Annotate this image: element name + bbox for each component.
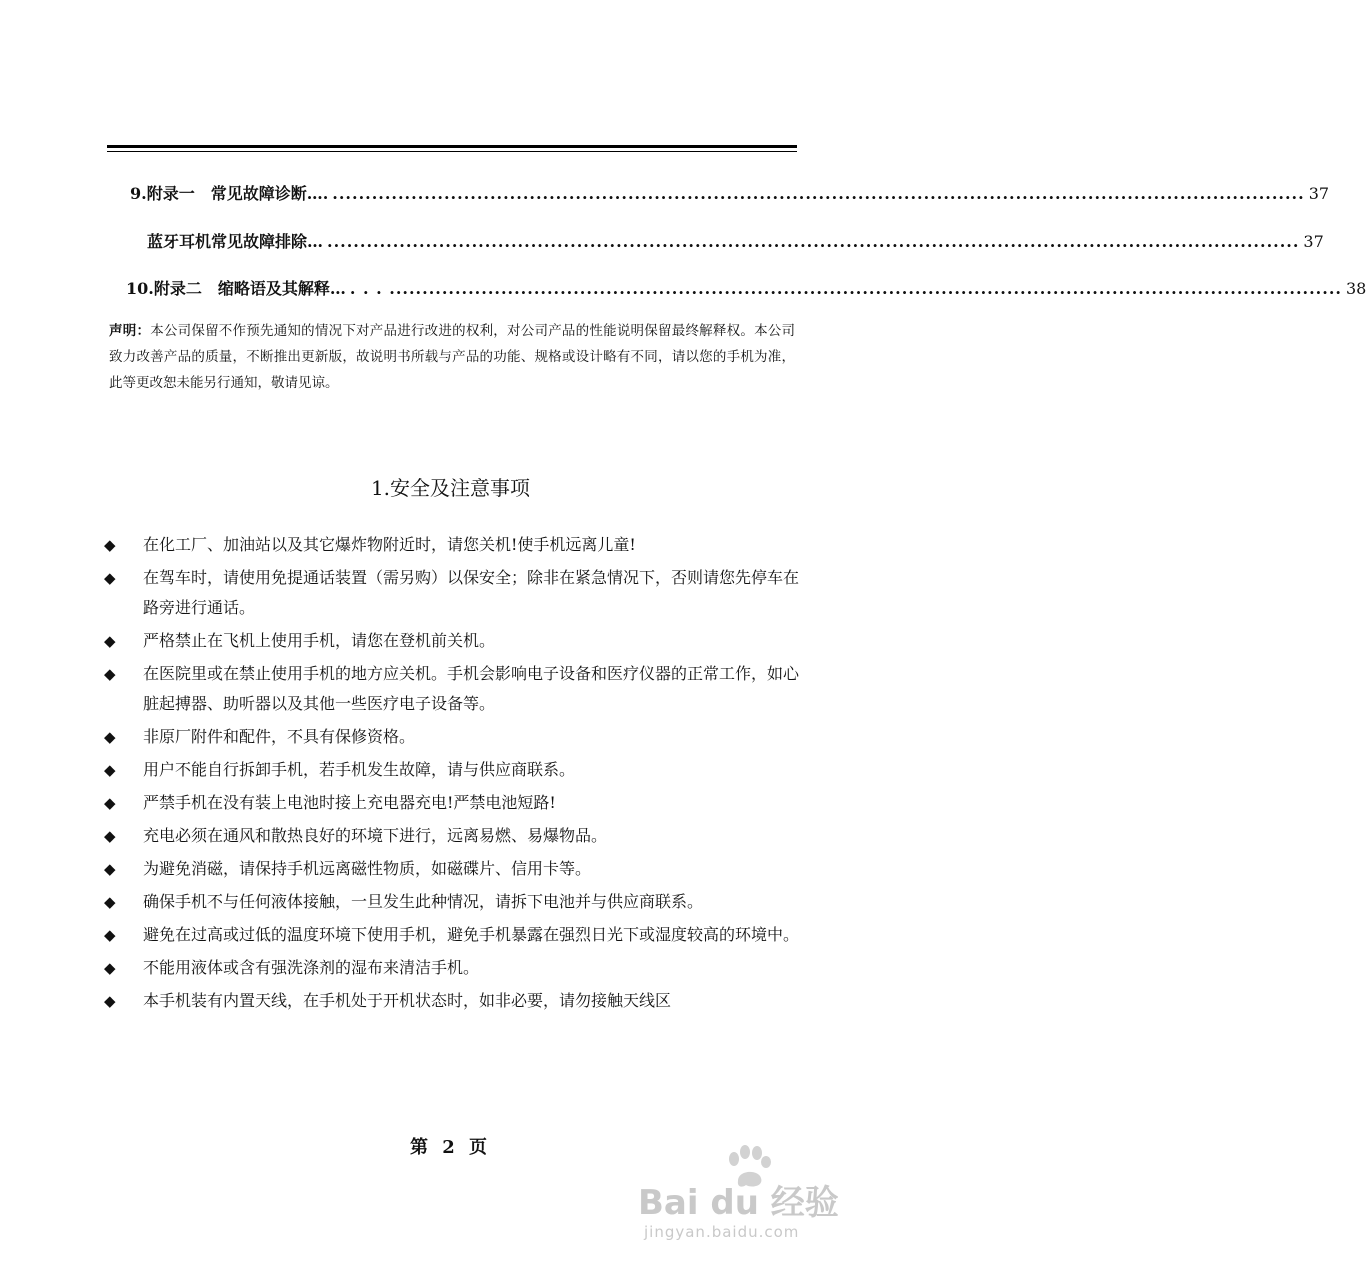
baidu-jingyan-watermark bbox=[638, 1145, 853, 1250]
list-item-text: 严禁手机在没有装上电池时接上充电器充电!严禁电池短路! bbox=[143, 793, 556, 812]
list-item bbox=[104, 788, 804, 818]
disclaimer-text: 本公司保留不作预先通知的情况下对产品进行改进的权利，对公司产品的性能说明保留最终解释权。本公司致力改善产品的质量，不断推出更新版，故说明书所载与产品的功能、规格或设计略有不同，请以您的手机为准，此等更改恕未能另行通知，敬请见谅。 bbox=[109, 323, 796, 391]
toc-leader-dots: .................................................................................................................................................... bbox=[332, 184, 1305, 203]
list-item bbox=[104, 887, 804, 917]
list-item-text: 本手机装有内置天线，在手机处于开机状态时，如非必要，请勿接触天线区 bbox=[143, 991, 672, 1010]
list-item-text: 不能用液体或含有强洗涤剂的湿布来清洁手机。 bbox=[143, 958, 480, 977]
diamond-bullet-icon: ◆ bbox=[104, 569, 116, 587]
list-item bbox=[104, 755, 804, 785]
list-item-text: 为避免消磁，请保持手机远离磁性物质，如磁碟片、信用卡等。 bbox=[143, 859, 592, 878]
list-item-text: 确保手机不与任何液体接触，一旦发生此种情况，请拆下电池并与供应商联系。 bbox=[143, 892, 704, 911]
toc-leader-dots: . . . ................................................................................................................................................. bbox=[349, 279, 1342, 298]
diamond-bullet-icon: ◆ bbox=[104, 536, 116, 554]
header-rule-thick bbox=[107, 145, 797, 148]
list-item bbox=[104, 722, 804, 752]
list-item bbox=[104, 953, 804, 983]
toc-entry-title: 蓝牙耳机常见故障排除… bbox=[147, 232, 324, 251]
diamond-bullet-icon: ◆ bbox=[104, 992, 116, 1010]
safety-bullet-list bbox=[104, 530, 804, 1019]
toc-leader-dots: .................................................................................................................................................... bbox=[327, 232, 1300, 251]
section-title: 1.安全及注意事项 bbox=[370, 476, 531, 500]
disclaimer-label: 声明： bbox=[109, 323, 151, 339]
list-item bbox=[104, 821, 804, 851]
toc-entry-page: 37 bbox=[1308, 184, 1330, 203]
page-number: 第 2 页 bbox=[409, 1137, 492, 1158]
diamond-bullet-icon: ◆ bbox=[104, 959, 116, 977]
diamond-bullet-icon: ◆ bbox=[104, 860, 116, 878]
diamond-bullet-icon: ◆ bbox=[104, 761, 116, 779]
list-item bbox=[104, 626, 804, 656]
list-item bbox=[104, 530, 804, 560]
list-item-text: 在驾车时，请使用免提通话装置（需另购）以保安全；除非在紧急情况下，否则请您先停车在路旁进行通话。 bbox=[143, 568, 800, 617]
list-item-text: 在医院里或在禁止使用手机的地方应关机。手机会影响电子设备和医疗仪器的正常工作，如心脏起搏器、助听器以及其他一些医疗电子设备等。 bbox=[143, 664, 800, 713]
list-item bbox=[104, 854, 804, 884]
diamond-bullet-icon: ◆ bbox=[104, 665, 116, 683]
diamond-bullet-icon: ◆ bbox=[104, 893, 116, 911]
list-item bbox=[104, 563, 804, 623]
list-item-text: 非原厂附件和配件，不具有保修资格。 bbox=[143, 727, 416, 746]
toc-entry-page: 37 bbox=[1303, 232, 1324, 251]
toc-entry-title: 10.附录二 缩略语及其解释… bbox=[126, 279, 346, 298]
watermark-logo: Bai du 经验 bbox=[638, 1183, 839, 1223]
list-item-text: 严格禁止在飞机上使用手机，请您在登机前关机。 bbox=[143, 631, 496, 650]
toc-entry[interactable] bbox=[126, 279, 1366, 299]
diamond-bullet-icon: ◆ bbox=[104, 827, 116, 845]
list-item-text: 充电必须在通风和散热良好的环境下进行，远离易燃、易爆物品。 bbox=[143, 826, 608, 845]
disclaimer-statement bbox=[109, 318, 795, 396]
list-item bbox=[104, 659, 804, 719]
list-item-text: 用户不能自行拆卸手机，若手机发生故障，请与供应商联系。 bbox=[143, 760, 576, 779]
diamond-bullet-icon: ◆ bbox=[104, 728, 116, 746]
list-item bbox=[104, 920, 804, 950]
toc-entry-title: 9.附录一 常见故障诊断…. bbox=[130, 184, 329, 203]
header-rule-thin bbox=[107, 151, 797, 152]
toc-entry[interactable] bbox=[130, 184, 1330, 204]
list-item bbox=[104, 986, 804, 1016]
toc-entry-page: 38 bbox=[1345, 279, 1366, 298]
diamond-bullet-icon: ◆ bbox=[104, 632, 116, 650]
toc-entry[interactable] bbox=[147, 232, 1324, 252]
diamond-bullet-icon: ◆ bbox=[104, 794, 116, 812]
list-item-text: 在化工厂、加油站以及其它爆炸物附近时，请您关机!使手机远离儿童! bbox=[143, 535, 636, 554]
diamond-bullet-icon: ◆ bbox=[104, 926, 116, 944]
watermark-url: jingyan.baidu.com bbox=[644, 1223, 800, 1241]
list-item-text: 避免在过高或过低的温度环境下使用手机，避免手机暴露在强烈日光下或湿度较高的环境中。 bbox=[143, 925, 800, 944]
